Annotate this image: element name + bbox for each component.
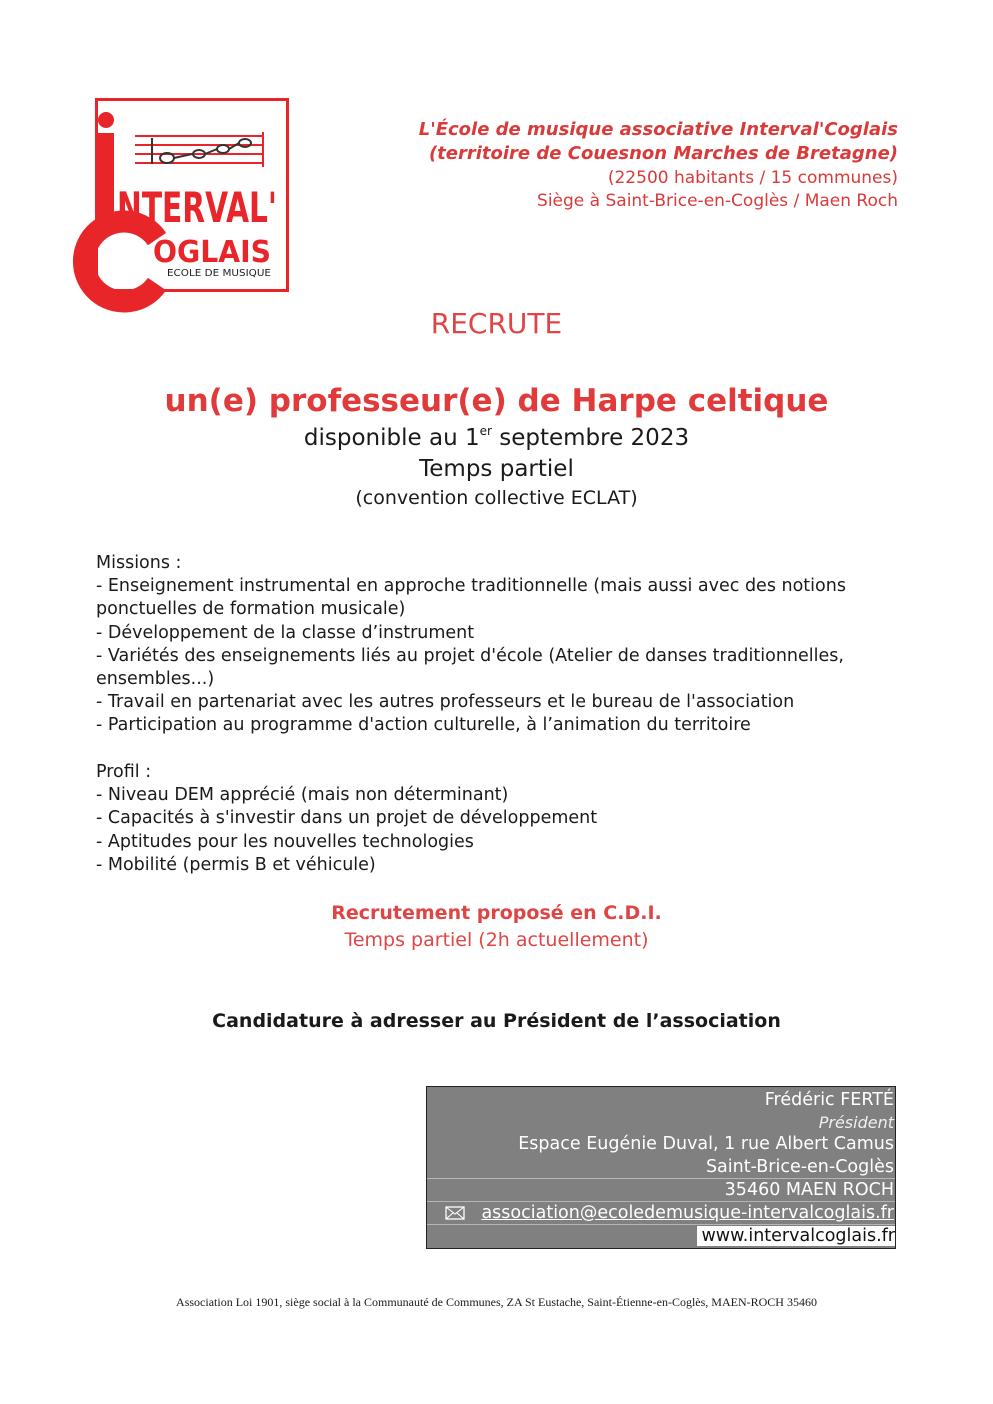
school-logo: [95, 98, 289, 292]
convention: (convention collective ECLAT): [355, 487, 638, 509]
logo-line2: OGLAIS: [153, 235, 271, 270]
profil-item: - Capacités à s'investir dans un projet de développement: [96, 808, 598, 829]
logo-line3: ECOLE DE MUSIQUE: [167, 268, 271, 279]
header-line1: L'École de musique associative Interval'Coglais: [418, 119, 898, 140]
header-line4: Siège à Saint-Brice-en-Coglès / Maen Roch: [537, 191, 898, 211]
contact-box: [426, 1086, 896, 1249]
contact-website-link[interactable]: www.intervalcoglais.fr: [697, 1226, 895, 1246]
mission-item: - Variétés des enseignements liés au projet d'école (Atelier de danses traditionnelles, ensembles...): [96, 645, 844, 690]
mission-item: - Participation au programme d'action culturelle, à l’animation du territoire: [96, 715, 751, 736]
availability-post: septembre 2023: [491, 425, 690, 451]
logo-dot: [98, 112, 114, 128]
mission-item: - Travail en partenariat avec les autres professeurs et le bureau de l'association: [96, 692, 795, 713]
contact-address2: Saint-Brice-en-Coglès: [705, 1157, 894, 1177]
mission-item: - Enseignement instrumental en approche traditionnelle (mais aussi avec des notions ponctuelles de formation musicale): [96, 576, 846, 620]
work-time: Temps partiel: [419, 456, 574, 482]
offer-hours: Temps partiel (2h actuellement): [344, 929, 649, 951]
missions-heading: Missions :: [96, 553, 182, 573]
candidature-note: Candidature à adresser au Président de l’association: [212, 1010, 781, 1032]
header-line3: (22500 habitants / 15 communes): [607, 168, 898, 188]
availability-sup: er: [479, 424, 492, 438]
recrute-heading: RECRUTE: [430, 307, 563, 340]
profil-heading: Profil :: [96, 762, 152, 782]
envelope-icon: [445, 1206, 465, 1220]
contact-name: Frédéric FERTÉ: [764, 1090, 894, 1110]
profil-item: - Aptitudes pour les nouvelles technologies: [96, 831, 474, 852]
profil-section: [96, 761, 886, 877]
logo-line1: NTERVAL': [117, 183, 277, 232]
missions-section: [96, 552, 886, 738]
availability: [0, 424, 993, 451]
footer-note: Association Loi 1901, siège social à la Communauté de Communes, ZA St Eustache, Saint-Étienne-en-Coglès, MAEN-ROCH 35460: [176, 1295, 817, 1309]
contact-role: Président: [818, 1113, 894, 1132]
offer-contract: Recrutement proposé en C.D.I.: [331, 902, 662, 924]
mission-item: - Développement de la classe d’instrument: [96, 622, 475, 643]
contact-email-link[interactable]: association@ecoledemusique-intervalcoglais.fr: [481, 1203, 894, 1223]
header-line2: (territoire de Couesnon Marches de Bretagne): [428, 143, 898, 164]
contact-address3: 35460 MAEN ROCH: [724, 1180, 894, 1200]
job-title: un(e) professeur(e) de Harpe celtique: [164, 383, 829, 419]
profil-item: - Niveau DEM apprécié (mais non déterminant): [96, 785, 509, 806]
contact-address1: Espace Eugénie Duval, 1 rue Albert Camus: [518, 1134, 894, 1154]
profil-item: - Mobilité (permis B et véhicule): [96, 854, 376, 875]
availability-pre: disponible au 1: [303, 425, 480, 451]
